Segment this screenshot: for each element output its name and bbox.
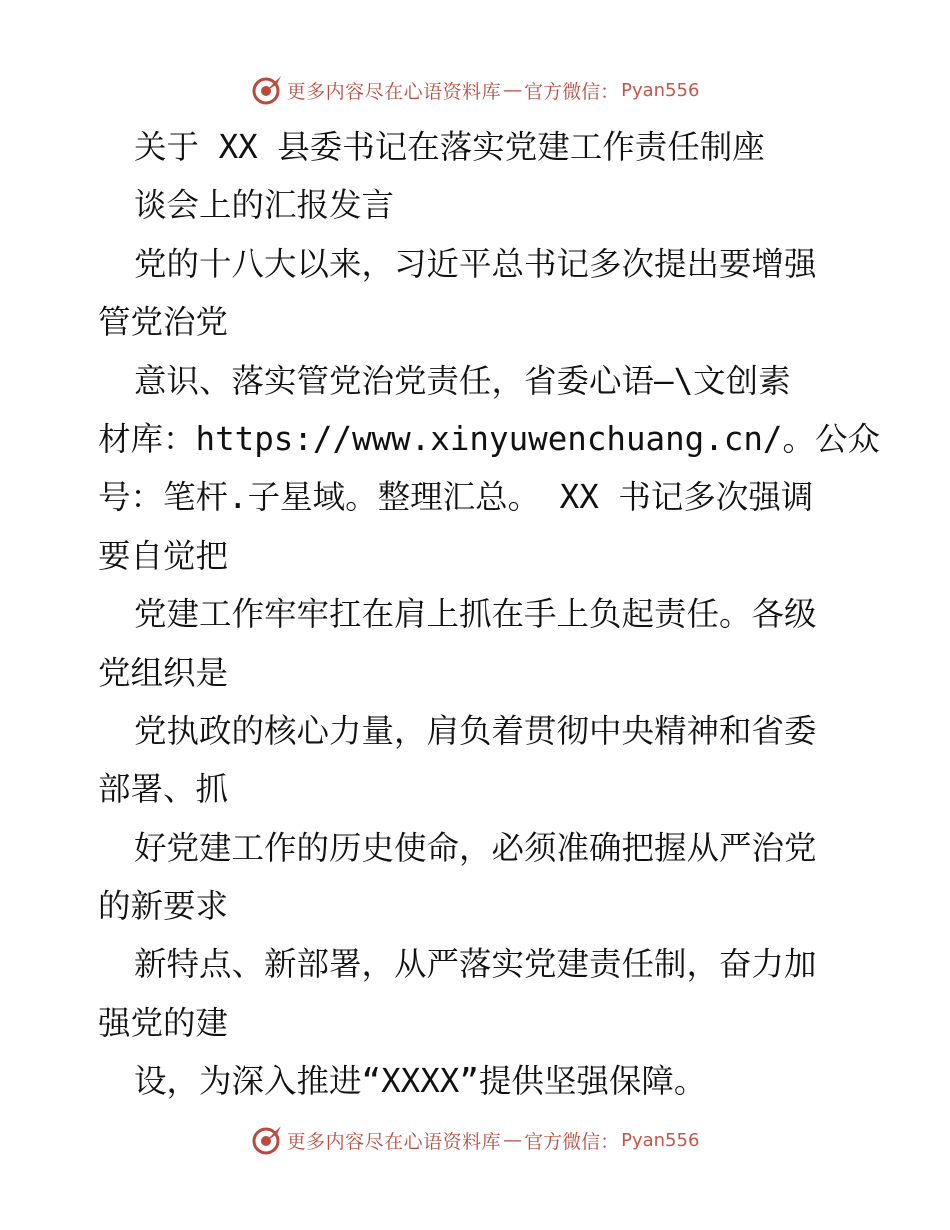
- quill-logo-icon: [251, 74, 283, 106]
- header-banner: [0, 72, 950, 108]
- title-line-2: 谈会上的汇报发言: [134, 186, 395, 225]
- banner-text: 更多内容尽在心语资料库: [286, 80, 502, 103]
- banner-separator: —: [503, 1129, 523, 1151]
- paragraph-line: 党建工作牢牢扛在肩上抓在手上负起责任。各级: [134, 595, 817, 634]
- paragraph-line: 党组织是: [98, 653, 229, 692]
- paragraph-line: 新特点、新部署，从严落实党建责任制，奋力加: [134, 945, 817, 984]
- banner-label: 官方微信：: [524, 80, 620, 103]
- title-line-1: 关于 XX 县委书记在落实党建工作责任制座: [134, 128, 765, 166]
- paragraph-line: 党的十八大以来，习近平总书记多次提出要增强: [134, 244, 817, 283]
- paragraph-line: 号：笔杆.子星域。整理汇总。 XX 书记多次强调: [98, 478, 814, 517]
- footer-banner: [0, 1122, 950, 1158]
- quill-logo-icon: [251, 1124, 283, 1156]
- paragraph-line: 好党建工作的历史使命，必须准确把握从严治党: [134, 828, 817, 867]
- paragraph-line: 材库：https://www.xinyuwenchuang.cn/。公众: [98, 419, 880, 458]
- paragraph-line: 部署、抓: [98, 770, 229, 809]
- paragraph-line: 要自觉把: [98, 536, 229, 575]
- banner-wechat-id: Pyan556: [621, 1129, 700, 1151]
- paragraph-line: 管党治党: [98, 303, 229, 342]
- banner-text: 更多内容尽在心语资料库: [286, 1130, 502, 1153]
- banner-label: 官方微信：: [524, 1130, 620, 1153]
- paragraph-line: 党执政的核心力量，肩负着贯彻中央精神和省委: [134, 711, 817, 750]
- banner-separator: —: [503, 79, 523, 101]
- paragraph-line: 的新要求: [98, 887, 229, 926]
- paragraph-line: 意识、落实管党治党责任，省委心语—\文创素: [134, 361, 791, 400]
- paragraph-line: 强党的建: [98, 1003, 229, 1042]
- banner-wechat-id: Pyan556: [621, 79, 700, 101]
- document-body: [98, 118, 880, 1111]
- paragraph-line: 设，为深入推进“XXXX”提供坚强保障。: [134, 1062, 707, 1101]
